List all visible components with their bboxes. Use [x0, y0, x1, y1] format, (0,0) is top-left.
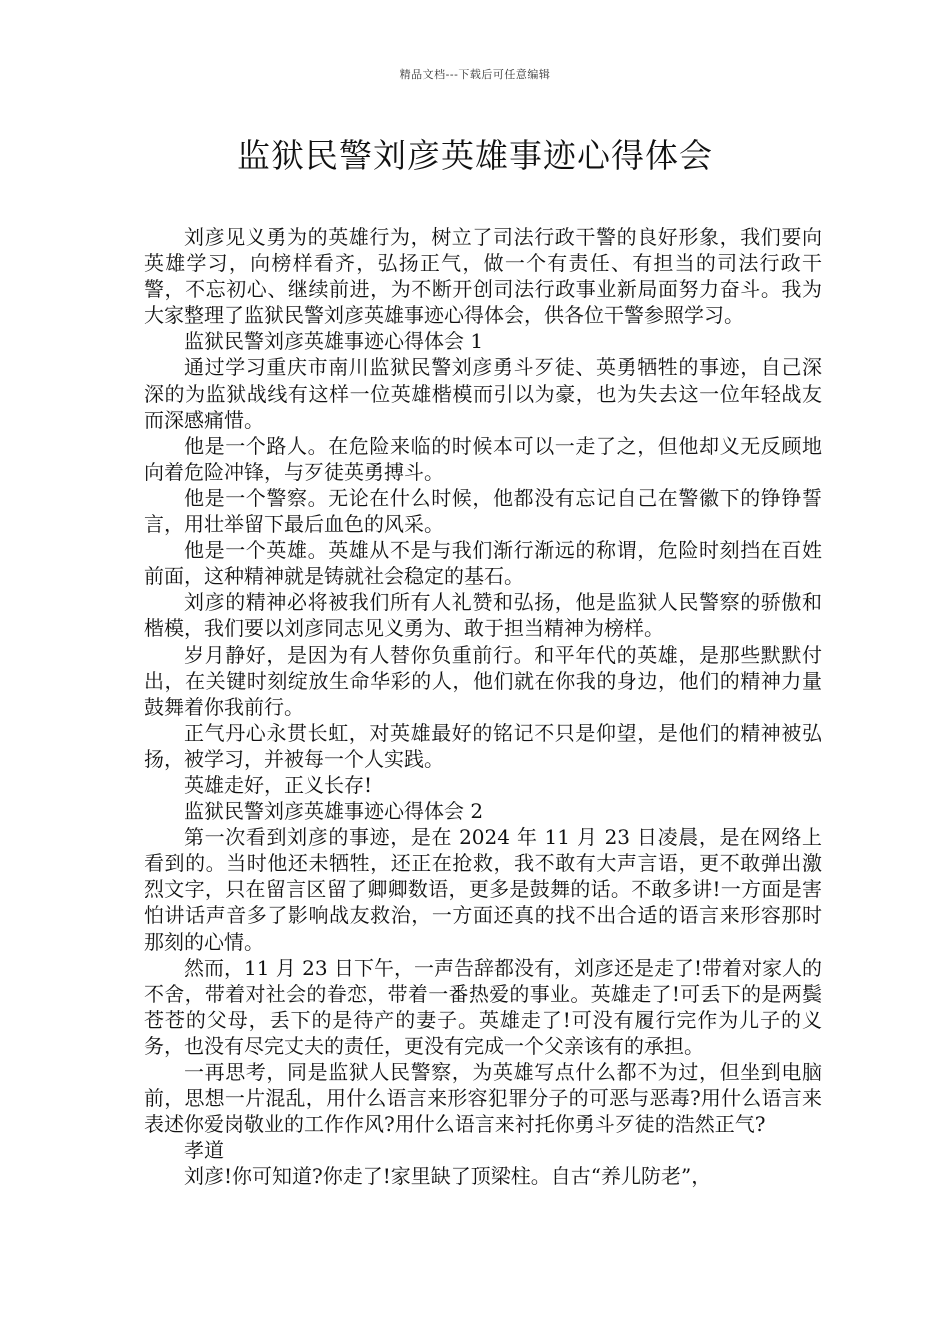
body-paragraph: 一再思考，同是监狱人民警察，为英雄写点什么都不为过，但坐到电脑前，思想一片混乱，用什么语言来形容犯罪分子的可恶与恶毒?用什么语言来表述你爱岗敬业的工作作风?用什么语言来衬托你勇斗歹徒的浩然正气? — [144, 1060, 822, 1137]
body-paragraph: 然而，11 月 23 日下午，一声告辞都没有，刘彦还是走了!带着对家人的不舍，带着对社会的眷恋，带着一番热爱的事业。英雄走了!可丢下的是两鬓苍苍的父母，丢下的是待产的妻子。英雄走了!可没有履行完作为儿子的义务，也没有尽完丈夫的责任，更没有完成一个父亲该有的承担。 — [144, 955, 823, 1058]
body-paragraph: 通过学习重庆市南川监狱民警刘彦勇斗歹徒、英勇牺牲的事迹，自己深深的为监狱战线有这样一位英雄楷模而引以为豪，也为失去这一位年轻战友而深感痛惜。 — [144, 355, 822, 432]
document-body — [144, 224, 822, 1189]
body-paragraph: 他是一个英雄。英雄从不是与我们渐行渐远的称谓，危险时刻挡在百姓前面，这种精神就是铸就社会稳定的基石。 — [144, 538, 822, 589]
document-title: 监狱民警刘彦英雄事迹心得体会 — [237, 136, 713, 175]
body-paragraph: 正气丹心永贯长虹，对英雄最好的铭记不只是仰望，是他们的精神被弘扬，被学习，并被每一个人实践。 — [144, 720, 822, 771]
section-heading-1: 监狱民警刘彦英雄事迹心得体会 1 — [184, 329, 484, 354]
header-note: 精品文档---下载后可任意编辑 — [399, 68, 551, 81]
subheading-filial-piety: 孝道 — [184, 1138, 224, 1163]
section-heading-2: 监狱民警刘彦英雄事迹心得体会 2 — [184, 799, 484, 824]
body-paragraph: 英雄走好，正义长存! — [184, 772, 373, 797]
body-paragraph: 第一次看到刘彦的事迹，是在 2024 年 11 月 23 日凌晨，是在网络上看到的。当时他还未牺牲，还正在抢救，我不敢有大声言语，更不敢弹出激烈文字，只在留言区留了卿卿数语，更多是鼓舞的话。不敢多讲!一方面是害怕讲话声音多了影响战友救治，一方面还真的找不出合适的语言来形容那时那刻的心情。 — [144, 825, 822, 954]
body-paragraph: 刘彦的精神必将被我们所有人礼赞和弘扬，他是监狱人民警察的骄傲和楷模，我们要以刘彦同志见义勇为、敢于担当精神为榜样。 — [144, 590, 822, 641]
body-paragraph: 他是一个警察。无论在什么时候，他都没有忘记自己在警徽下的铮铮誓言，用壮举留下最后血色的风采。 — [144, 485, 822, 537]
body-paragraph: 他是一个路人。在危险来临的时候本可以一走了之，但他却义无反顾地向着危险冲锋，与歹徒英勇搏斗。 — [144, 433, 822, 484]
intro-paragraph: 刘彦见义勇为的英雄行为，树立了司法行政干警的良好形象，我们要向英雄学习，向榜样看齐，弘扬正气，做一个有责任、有担当的司法行政干警，不忘初心、继续前进，为不断开创司法行政事业新局面努力奋斗。我为大家整理了监狱民警刘彦英雄事迹心得体会，供各位干警参照学习。 — [144, 225, 822, 328]
body-paragraph: 岁月静好，是因为有人替你负重前行。和平年代的英雄，是那些默默付出，在关键时刻绽放生命华彩的人，他们就在你我的身边，他们的精神力量鼓舞着你我前行。 — [144, 642, 822, 719]
body-paragraph: 刘彦!你可知道?你走了!家里缺了顶梁柱。自古“养儿防老”， — [184, 1164, 712, 1189]
